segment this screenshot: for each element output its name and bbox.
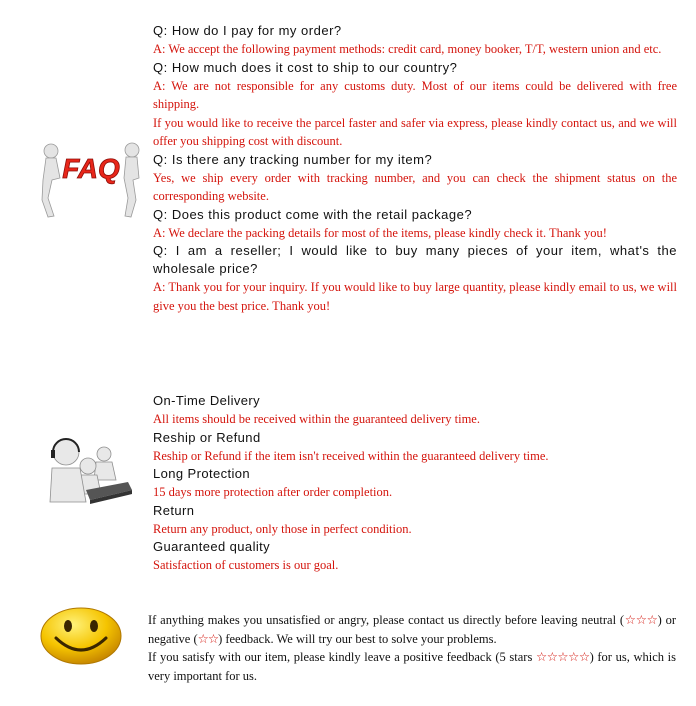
faq-question: Q: I am a reseller; I would like to buy many pieces of your item, what's the wholesale price? — [153, 243, 677, 276]
faq-question: Q: Does this product come with the retail package? — [153, 206, 473, 222]
service-item — [153, 502, 683, 539]
service-title: Long Protection — [153, 466, 251, 481]
service-item — [153, 538, 683, 575]
service-text: Satisfaction of customers is our goal. — [153, 558, 339, 572]
faq-answer: If you would like to receive the parcel faster and safer via express, please kindly contact us, and we will offer you shipping cost with discount. — [153, 115, 677, 148]
faq-item — [153, 22, 677, 59]
service-item — [153, 429, 683, 466]
faq-item — [153, 59, 677, 151]
service-text: All items should be received within the guaranteed delivery time. — [153, 412, 480, 426]
neutral-stars-icon: ☆☆☆ — [624, 613, 658, 627]
call-center-icon — [44, 432, 134, 522]
faq-answer: A: We declare the packing details for most of the items, please kindly check it. Thank you! — [153, 225, 607, 240]
faq-logo-text: FAQ — [62, 153, 120, 184]
smiley-face-icon — [38, 604, 124, 666]
service-list — [153, 392, 683, 575]
service-item — [153, 465, 683, 502]
service-title: Guaranteed quality — [153, 539, 271, 554]
faq-question: Q: Is there any tracking number for my item? — [153, 151, 433, 167]
service-title: Reship or Refund — [153, 429, 261, 445]
service-title: Return — [153, 502, 195, 518]
feedback-contact-text: If anything makes you unsatisfied or angry, please contact us directly before leaving neutral (☆☆☆) or negative (☆☆) feedback. We will try our best to solve your problems. — [148, 613, 677, 646]
faq-answer: A: We accept the following payment methods: credit card, money booker, T/T, western union and etc. — [153, 42, 662, 56]
service-text: 15 days more protection after order completion. — [153, 485, 393, 499]
faq-question: Q: How much does it cost to ship to our country? — [153, 59, 458, 75]
feedback-notice — [148, 611, 676, 685]
feedback-positive-text: If you satisfy with our item, please kindly leave a positive feedback (5 stars ☆☆☆☆☆) for us, which is very important for us. — [148, 650, 677, 683]
service-text: Return any product, only those in perfect condition. — [153, 521, 412, 536]
service-text: Reship or Refund if the item isn't received within the guaranteed delivery time. — [153, 448, 549, 463]
faq-answer: A: We are not responsible for any customs duty. Most of our items could be delivered with free shipping. — [153, 78, 677, 111]
faq-answer: Yes, we ship every order with tracking number, and you can check the shipment status on the corresponding website. — [153, 170, 677, 203]
faq-item — [153, 242, 677, 315]
five-stars-icon: ☆☆☆☆☆ — [535, 650, 590, 664]
faq-list — [153, 22, 677, 315]
faq-answer: A: Thank you for your inquiry. If you would like to buy large quantity, please kindly email to us, we will give you the best price. Thank you! — [153, 280, 677, 313]
negative-stars-icon: ☆☆ — [197, 631, 219, 646]
faq-question: Q: How do I pay for my order? — [153, 23, 342, 38]
service-title: On-Time Delivery — [153, 393, 261, 408]
service-item — [153, 392, 683, 429]
faq-figures-icon — [38, 138, 144, 220]
faq-item — [153, 151, 677, 206]
faq-item — [153, 206, 677, 243]
